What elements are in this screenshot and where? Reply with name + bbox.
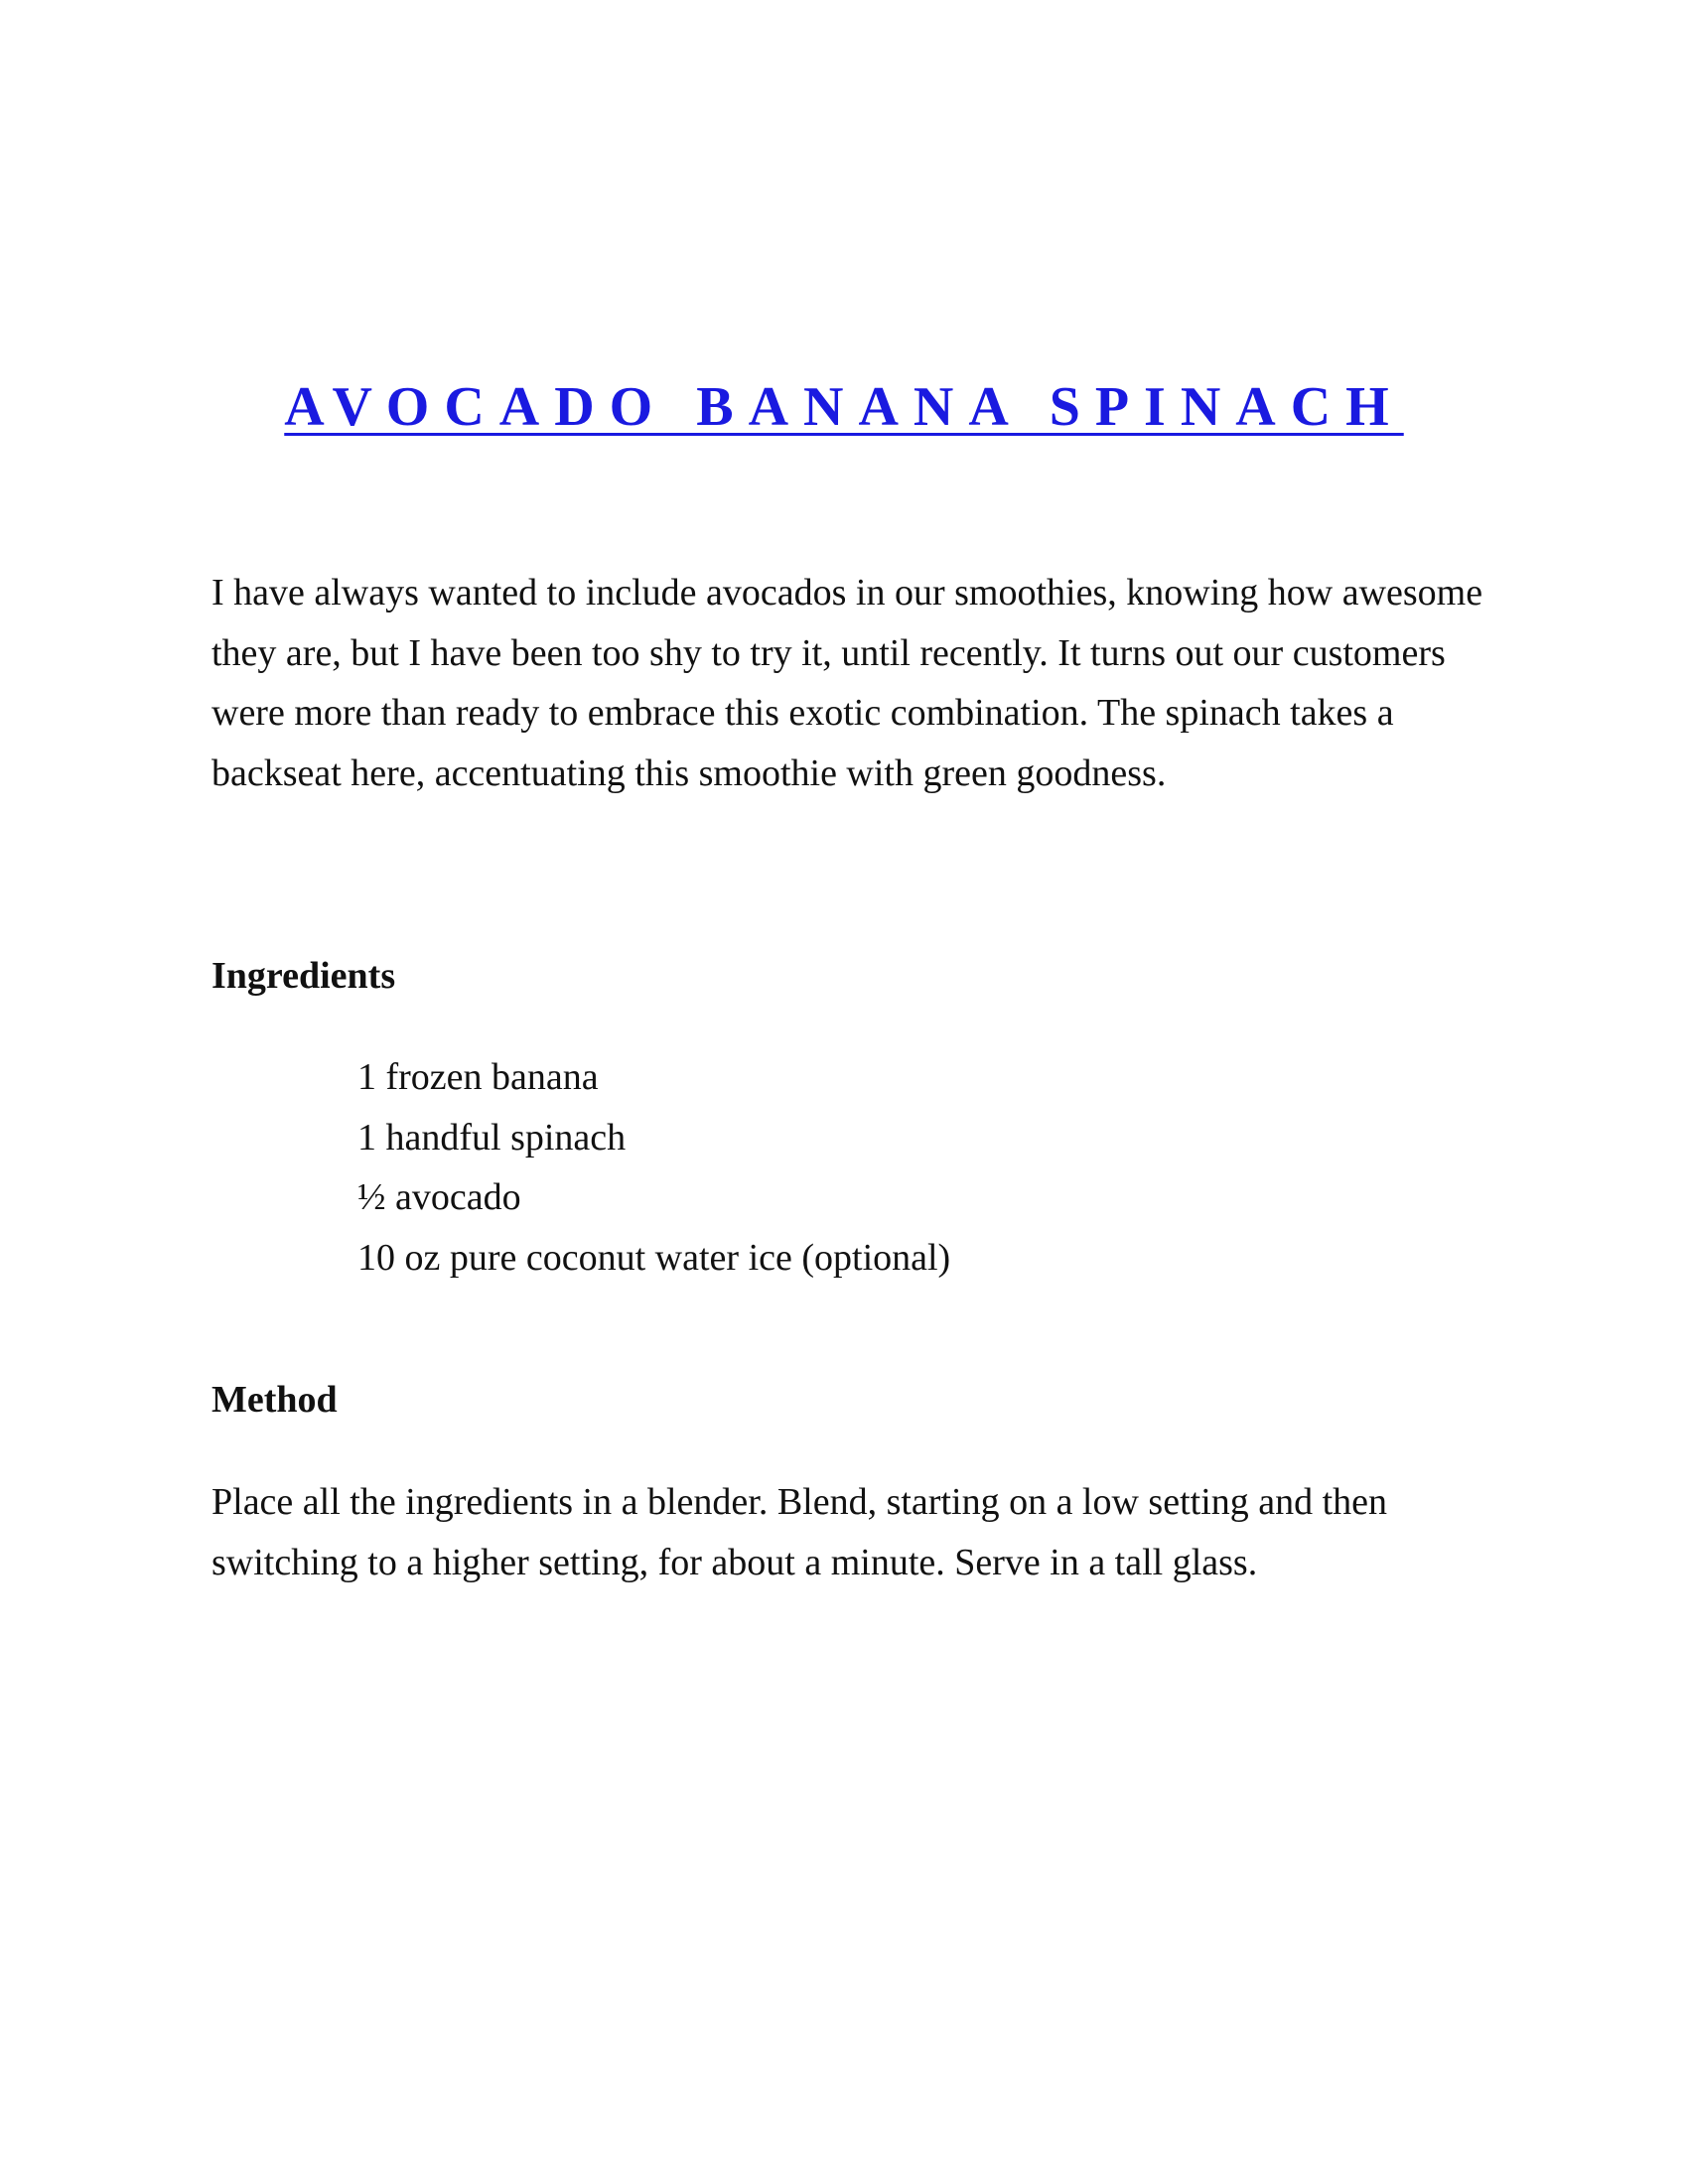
ingredient-item: 10 oz pure coconut water ice (optional) [357,1236,951,1279]
method-paragraph: Place all the ingredients in a blender. Blend, starting on a low setting and then switching to a higher setting, for about a minute. Serve in a tall glass. [211,1481,1388,1583]
ingredient-item: 1 frozen banana [357,1056,599,1098]
ingredient-list [357,1047,950,1288]
ingredients-heading: Ingredients [211,955,396,997]
ingredient-item: 1 handful spinach [357,1116,627,1159]
ingredient-item: ½ avocado [357,1176,521,1218]
recipe-title-text: AVOCADO BANANA SPINACH [284,376,1404,438]
recipe-title [0,367,1688,447]
method-heading: Method [211,1379,338,1421]
intro-paragraph: I have always wanted to include avocados in our smoothies, knowing how awesome they are, but I have been too shy to try it, until recently. It turns out our customers were more than ready to embrace this exotic combination. The spinach takes a backseat here, accentuating this smoothie with green goodness. [211,572,1483,794]
